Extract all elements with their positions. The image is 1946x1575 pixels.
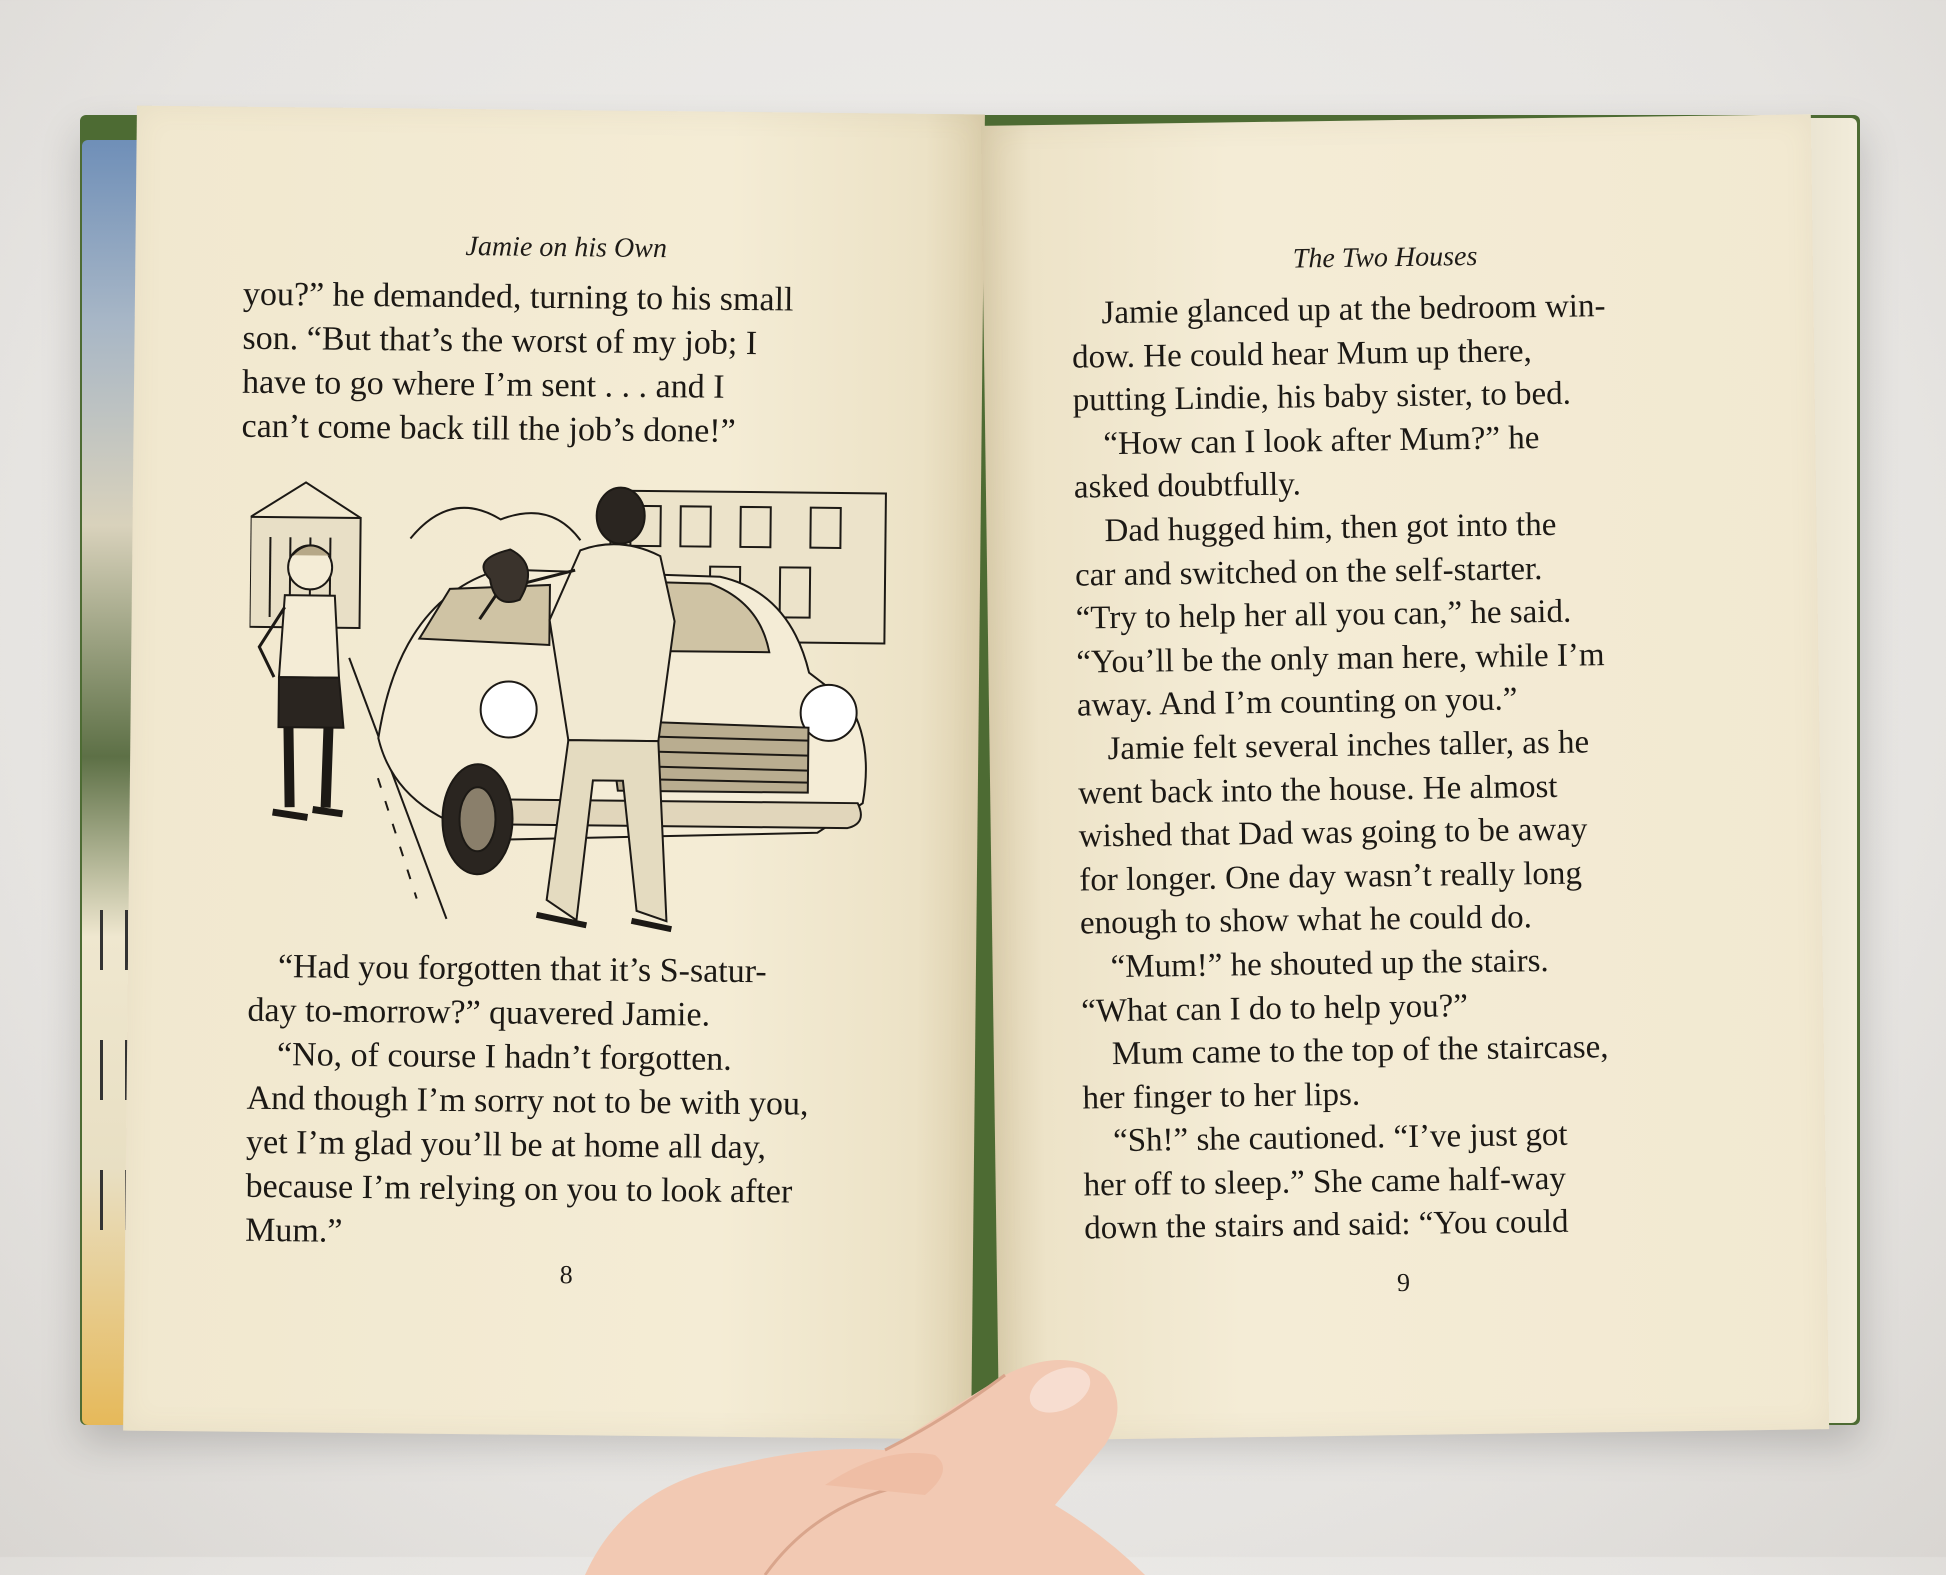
- text-line: her off to sleep.” She came half-way: [1083, 1160, 1567, 1204]
- cover-decoration: [100, 1040, 128, 1100]
- text-line: went back into the house. He almost: [1077, 768, 1558, 812]
- text-line: her finger to her lips.: [1082, 1076, 1361, 1117]
- text-line: Jamie glanced up at the bedroom win-: [1101, 288, 1606, 332]
- running-head-left: Jamie on his Own: [465, 231, 668, 265]
- text-line: can’t come back till the job’s done!”: [241, 407, 736, 450]
- text-line: “You’ll be the only man here, while I’m: [1076, 636, 1605, 681]
- text-line: putting Lindie, his baby sister, to bed.: [1072, 375, 1572, 419]
- text-line: “What can I do to help you?”: [1080, 987, 1469, 1030]
- text-line: Dad hugged him, then got into the: [1104, 506, 1557, 550]
- text-line: enough to show what he could do.: [1079, 899, 1533, 942]
- illustration-boy-father-car: [246, 477, 889, 939]
- text-line: “Mum!” he shouted up the stairs.: [1110, 942, 1549, 986]
- right-page: [981, 114, 1829, 1440]
- text-line: “How can I look after Mum?” he: [1103, 419, 1540, 462]
- text-line: asked doubtfully.: [1073, 466, 1302, 506]
- text-line: wished that Dad was going to be away: [1078, 811, 1588, 855]
- text-line: And though I’m sorry not to be with you,: [246, 1079, 809, 1123]
- text-line: away. And I’m counting on you.”: [1076, 681, 1518, 724]
- text-line: “Sh!” she cautioned. “I’ve just got: [1112, 1117, 1568, 1160]
- text-line: because I’m relying on you to look after: [245, 1167, 793, 1211]
- hand-holding-book: [585, 1335, 1145, 1575]
- cover-decoration: [100, 1170, 128, 1230]
- text-line: “Had you forgotten that it’s S-satur-: [277, 948, 767, 991]
- left-page-top-text: [241, 273, 893, 456]
- text-line: “Try to help her all you can,” he said.: [1075, 593, 1572, 637]
- text-line: son. “But that’s the worst of my job; I: [242, 319, 758, 363]
- text-line: “No, of course I hadn’t forgotten.: [276, 1036, 732, 1078]
- text-line: down the stairs and said: “You could: [1084, 1204, 1569, 1247]
- text-line: car and switched on the self-starter.: [1074, 550, 1543, 594]
- left-page: [123, 106, 985, 1440]
- page-number-right: 9: [1396, 1267, 1411, 1298]
- text-line: Mum.”: [244, 1211, 343, 1250]
- text-line: you?” he demanded, turning to his small: [242, 275, 794, 319]
- text-line: have to go where I’m sent . . . and I: [241, 363, 725, 406]
- text-line: yet I’m glad you’ll be at home all day,: [245, 1123, 767, 1167]
- text-line: for longer. One day wasn’t really long: [1079, 855, 1583, 899]
- page-number-left: 8: [559, 1260, 573, 1290]
- text-line: day to-morrow?” quavered Jamie.: [247, 991, 711, 1034]
- right-page-text: [1071, 284, 1726, 1252]
- text-line: Mum came to the top of the staircase,: [1111, 1029, 1609, 1073]
- text-line: dow. He could hear Mum up there,: [1071, 332, 1533, 376]
- left-page-bottom-text: [245, 945, 888, 1260]
- running-head-right: The Two Houses: [1292, 240, 1478, 275]
- text-line: Jamie felt several inches taller, as he: [1107, 724, 1590, 768]
- cover-decoration: [100, 910, 128, 970]
